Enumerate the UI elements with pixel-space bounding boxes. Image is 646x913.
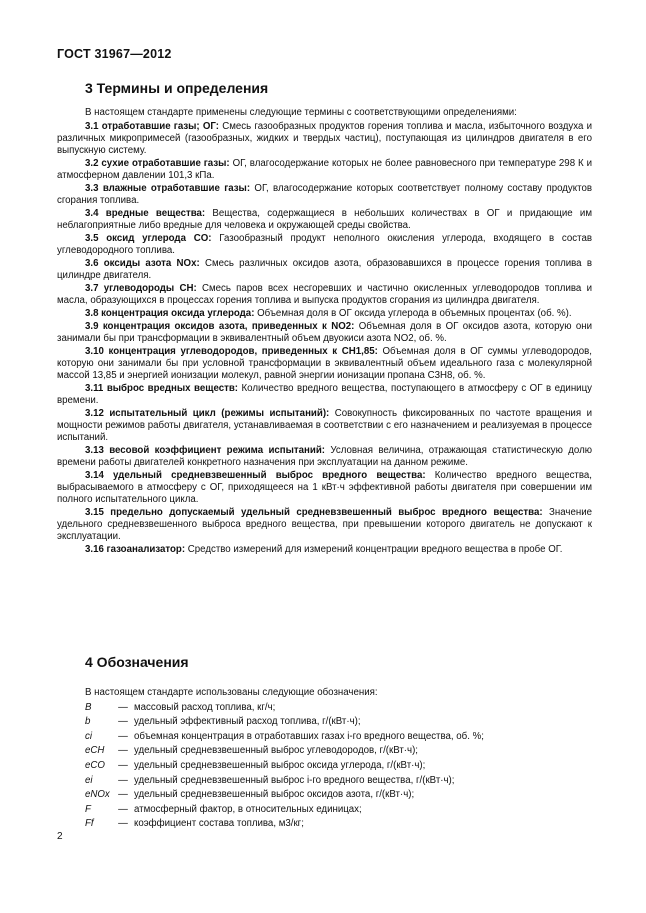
symbol-row	[57, 701, 592, 716]
term-name: 3.2 сухие отработавшие газы:	[85, 158, 230, 169]
document-header: ГОСТ 31967—2012	[57, 47, 172, 61]
symbol: ei	[85, 774, 93, 786]
symbol-definition: коэффициент состава топлива, м3/кг;	[134, 818, 304, 830]
symbol-row	[57, 803, 592, 818]
term-definition	[57, 470, 592, 506]
symbol: eNOx	[85, 789, 110, 801]
term-definition	[57, 408, 592, 444]
term-name: 3.10 концентрация углеводородов, приведенных к CH1,85:	[85, 346, 378, 357]
symbol: F	[85, 803, 91, 815]
term-name: 3.7 углеводороды CH:	[85, 283, 197, 294]
symbol-definition: массовый расход топлива, кг/ч;	[134, 701, 276, 713]
term-name: 3.6 оксиды азота NOx:	[85, 258, 200, 269]
term-definition	[57, 183, 592, 207]
symbol: B	[85, 701, 92, 713]
section-4-heading: 4 Обозначения	[85, 654, 189, 670]
symbol-row	[57, 774, 592, 789]
term-name: 3.11 выброс вредных веществ:	[85, 383, 239, 394]
symbol: ci	[85, 730, 92, 742]
symbol-definition: удельный средневзвешенный выброс оксидов азота, г/(кВт·ч);	[134, 789, 415, 801]
symbol-dash: —	[118, 774, 128, 786]
term-definition	[57, 445, 592, 469]
term-name: 3.16 газоанализатор:	[85, 544, 186, 555]
term-text: Смесь различных оксидов азота, образовавшихся в процессе горения топлива в цилиндре двигателя.	[57, 258, 592, 281]
symbol-dash: —	[118, 759, 128, 771]
term-definition	[57, 208, 592, 232]
term-definition	[57, 383, 592, 407]
symbol-definition: объемная концентрация в отработавших газах i-го вредного вещества, об. %;	[134, 730, 484, 742]
section-3-intro: В настоящем стандарте применены следующие термины с соответствующими определениями:	[85, 107, 517, 118]
term-name: 3.1 отработавшие газы; ОГ:	[85, 121, 220, 132]
term-text: Количество вредного вещества, поступающего в атмосферу с ОГ в единицу времени.	[57, 383, 592, 406]
term-text: Совокупность фиксированных по частоте вращения и мощности режимов работы двигателя, устанавливаемая в соответствии с его назначением и реализуемая в процессе испытаний.	[57, 408, 592, 443]
symbol-definition: удельный средневзвешенный выброс углеводородов, г/(кВт·ч);	[134, 745, 418, 757]
term-text: Количество вредного вещества, выбрасываемого в атмосферу с ОГ, приходящееся на 1 кВт·ч эффективной работы двигателя при совершении им полного испытательного цикла.	[57, 470, 592, 505]
term-definition	[57, 233, 592, 257]
term-text: Смесь паров всех несгоревших и частично окисленных углеводородов топлива и масла, образующихся в процессах горения топлива и выпуска продуктов сгорания из цилиндра двигателя.	[57, 283, 592, 306]
term-text: Объемная доля в ОГ суммы углеводородов, которую они занимали бы при условной трансформации в эквивалентный объем идеального газа с молекулярной массой 13,85 и энергией ионизации молекул, равной энергии ионизации пропана C3H8, об. %.	[57, 346, 592, 381]
symbol-row	[57, 744, 592, 759]
section-3-heading: 3 Термины и определения	[85, 80, 269, 96]
section-3-body	[57, 107, 592, 557]
symbol-row	[57, 715, 592, 730]
term-name: 3.9 концентрация оксидов азота, приведенных к NO2:	[85, 321, 355, 332]
term-name: 3.12 испытательный цикл (режимы испытаний):	[85, 408, 330, 419]
symbol-definition: удельный средневзвешенный выброс i-го вредного вещества, г/(кВт·ч);	[134, 774, 455, 786]
term-definition	[57, 507, 592, 543]
symbol-row	[57, 759, 592, 774]
term-name: 3.8 концентрация оксида углерода:	[85, 308, 255, 319]
term-definition	[57, 283, 592, 307]
symbol: b	[85, 716, 91, 728]
term-text: Средство измерений для измерений концентрации вредного вещества в пробе ОГ.	[185, 544, 563, 555]
term-name: 3.5 оксид углерода CO:	[85, 233, 212, 244]
symbol-row	[57, 817, 592, 832]
symbol-dash: —	[118, 818, 128, 830]
symbol-row	[57, 788, 592, 803]
term-text: Газообразный продукт неполного окисления углерода, входящего в состав углеводородного топлива.	[57, 233, 592, 256]
symbol-row	[57, 730, 592, 745]
term-definition	[57, 544, 592, 556]
symbol: eCH	[85, 745, 105, 757]
section-4-intro: В настоящем стандарте использованы следующие обозначения:	[85, 687, 378, 698]
section-4-body	[57, 686, 592, 832]
term-definition	[57, 258, 592, 282]
symbol-definition: атмосферный фактор, в относительных единицах;	[134, 803, 362, 815]
term-text: Смесь газообразных продуктов горения топлива и масла, избыточного воздуха и различных микропримесей (газообразных, жидких и твердых частиц), поступающая из цилиндров двигателя в его выпускную систему.	[57, 121, 593, 156]
term-text: ОГ, влагосодержание которых не более равновесного при температуре 298 К и атмосферном давлении 101,3 кПа.	[57, 158, 592, 181]
symbol: Ff	[85, 818, 94, 830]
symbol-dash: —	[118, 716, 128, 728]
term-name: 3.13 весовой коэффициент режима испытаний:	[85, 445, 326, 456]
symbol: eCO	[85, 759, 105, 771]
term-definition	[57, 308, 592, 320]
term-name: 3.4 вредные вещества:	[85, 208, 206, 219]
symbols-list	[57, 701, 592, 832]
term-text: Объемная доля в ОГ оксидов азота, которую они занимали бы при трансформации в эквивалентный объем двуокиси азота NO2, об. %.	[57, 321, 592, 344]
page-number: 2	[57, 831, 63, 842]
symbol-definition: удельный эффективный расход топлива, г/(кВт·ч);	[134, 716, 361, 728]
symbol-dash: —	[118, 789, 128, 801]
symbol-dash: —	[118, 701, 128, 713]
term-definition	[57, 121, 592, 157]
term-text: Объемная доля в ОГ оксида углерода в объемных процентах (об. %).	[254, 308, 572, 319]
term-text: Значение удельного средневзвешенного выброса вредного вещества, при превышении которого двигатель не допускают к эксплуатации.	[57, 507, 592, 542]
symbol-dash: —	[118, 803, 128, 815]
symbol-definition: удельный средневзвешенный выброс оксида углерода, г/(кВт·ч);	[134, 759, 426, 771]
term-name: 3.15 предельно допускаемый удельный средневзвешенный выброс вредного вещества:	[85, 507, 543, 518]
term-definition	[57, 321, 592, 345]
term-definition	[57, 346, 592, 382]
term-text: Условная величина, отражающая статистическую долю времени работы двигателей конкретного назначения при эксплуатации на данном режиме.	[57, 445, 592, 468]
term-text: Вещества, содержащиеся в небольших количествах в ОГ и придающие им неблагоприятные либо вредные для человека и окружающей среды свойства.	[57, 208, 592, 231]
term-definition	[57, 158, 592, 182]
symbol-dash: —	[118, 730, 128, 742]
term-text: ОГ, влагосодержание которых соответствует полному составу продуктов сгорания топлива.	[57, 183, 592, 206]
term-name: 3.14 удельный средневзвешенный выброс вредного вещества:	[85, 470, 426, 481]
symbol-dash: —	[118, 745, 128, 757]
terms-list	[57, 121, 592, 556]
term-name: 3.3 влажные отработавшие газы:	[85, 183, 251, 194]
